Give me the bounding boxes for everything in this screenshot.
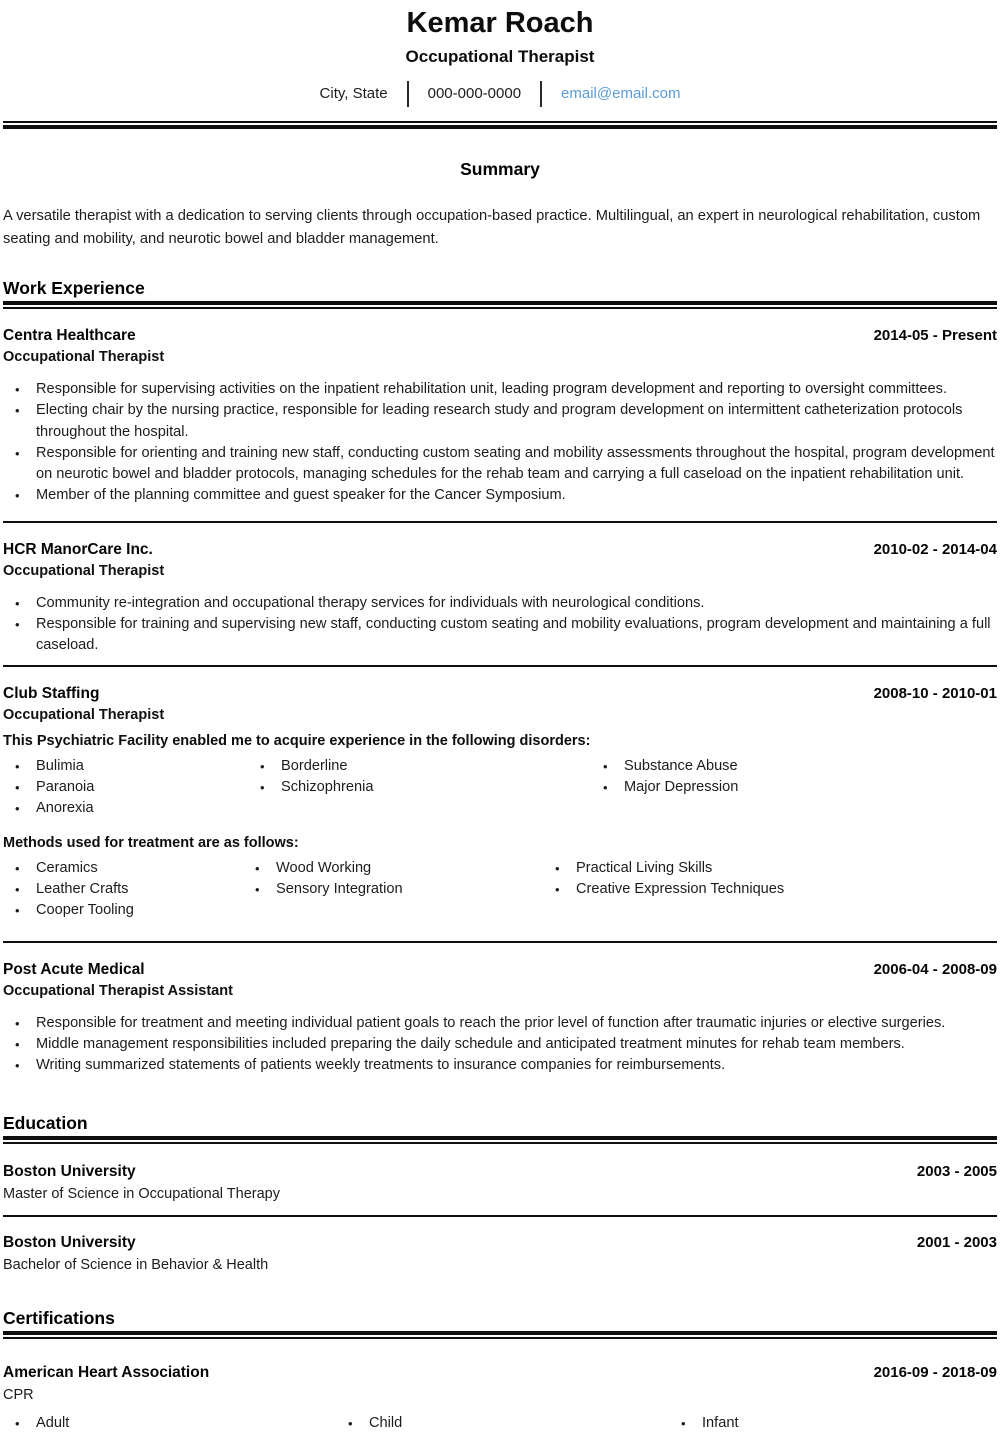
bullet-item: • Member of the planning committee and guest speaker for the Cancer Symposium. — [3, 485, 997, 506]
job-dates: 2010-02 - 2014-04 — [873, 540, 997, 558]
bullet-item: • Writing summarized statements of patients weekly treatments to insurance companies for reimbursements. — [3, 1055, 997, 1076]
certification-column-3 — [669, 1413, 997, 1434]
education-entry-header — [3, 1162, 997, 1181]
bullet-item: • Responsible for treatment and meeting individual patient goals to reach the prior level of function after traumatic injuries or elective surgeries. — [3, 1013, 997, 1034]
disorders-column-2 — [248, 756, 591, 819]
person-name: Kemar Roach — [406, 7, 594, 39]
disorders-column-1 — [3, 756, 248, 819]
degree-name: Master of Science in Occupational Therapy — [3, 1185, 280, 1202]
job-header — [3, 960, 997, 979]
job-role: Occupational Therapist Assistant — [3, 982, 233, 999]
job-entry-hcr-manorcare — [3, 523, 997, 657]
company-name: Club Staffing — [3, 684, 100, 702]
bullet-item: • Electing chair by the nursing practice, responsible for leading research study and program development on intermittent catheterization protocols throughout the hospital. — [3, 400, 997, 443]
job-header — [3, 326, 997, 345]
school-name: Boston University — [3, 1233, 136, 1251]
bullet-item: • Paranoia — [3, 777, 248, 798]
job-role: Occupational Therapist — [3, 706, 165, 723]
bullet-list — [3, 593, 997, 657]
bullet-item: • Adult — [3, 1413, 336, 1434]
certification-column-1 — [3, 1413, 336, 1434]
bullet-list — [3, 379, 997, 507]
phone-text: 000-000-0000 — [427, 85, 522, 102]
job-dates: 2014-05 - Present — [873, 327, 997, 344]
bullet-item: • Responsible for orienting and training new staff, conducting custom seating and mobility assessments throughout the hospital, program development on neurotic bowel and bladder protocols, managing schedules for the rehab team and carrying a full caseload on the inpatient rehabilitation unit. — [3, 443, 997, 486]
job-role: Occupational Therapist — [3, 349, 165, 365]
education-entry — [3, 1217, 997, 1274]
bullet-item: • Sensory Integration — [243, 879, 543, 900]
methods-label: Methods used for treatment are as follows: — [3, 834, 299, 851]
bullet-item: • Responsible for supervising activities on the inpatient rehabilitation unit, leading program development and reporting to oversight committees. — [3, 379, 997, 400]
bullet-item: • Middle management responsibilities included preparing the daily schedule and anticipated treatment minutes for rehab team members. — [3, 1034, 997, 1055]
methods-column-1 — [3, 858, 243, 921]
job-entry-post-acute-medical — [3, 943, 997, 1077]
certification-entry-header — [3, 1363, 997, 1382]
methods-column-2 — [243, 858, 543, 921]
methods-column-3 — [543, 858, 997, 921]
bullet-item: • Substance Abuse — [591, 756, 997, 777]
bullet-item: • Practical Living Skills — [543, 858, 997, 879]
bullet-item: • Infant — [669, 1413, 997, 1434]
certifications-heading: Certifications — [3, 1307, 115, 1328]
bullet-item: • Wood Working — [243, 858, 543, 879]
education-entry-header — [3, 1233, 997, 1252]
disorders-columns — [3, 756, 997, 819]
school-name: Boston University — [3, 1162, 136, 1180]
email-link[interactable]: email@email.com — [561, 85, 681, 102]
disorders-label: This Psychiatric Facility enabled me to acquire experience in the following disorders: — [3, 732, 591, 749]
certification-columns — [3, 1413, 997, 1434]
contact-divider — [407, 81, 409, 107]
education-heading: Education — [3, 1112, 88, 1133]
education-dates: 2001 - 2003 — [916, 1233, 997, 1251]
bullet-item: • Child — [336, 1413, 669, 1434]
job-dates: 2008-10 - 2010-01 — [873, 684, 997, 702]
education-entry — [3, 1144, 997, 1203]
section-rule — [3, 1331, 997, 1339]
job-entry-club-staffing — [3, 667, 997, 921]
person-title: Occupational Therapist — [405, 47, 595, 66]
bullet-item: • Leather Crafts — [3, 879, 243, 900]
certification-column-2 — [336, 1413, 669, 1434]
contact-row — [3, 80, 997, 107]
summary-section — [3, 159, 997, 251]
job-header — [3, 540, 997, 559]
location-text: City, State — [319, 85, 388, 102]
job-role: Occupational Therapist — [3, 562, 165, 579]
bullet-item: • Community re-integration and occupational therapy services for individuals with neurological conditions. — [3, 593, 997, 614]
contact-divider — [540, 81, 542, 107]
bullet-item: • Responsible for training and supervising new staff, conducting custom seating and mobility evaluations, program development and maintaining a full caseload. — [3, 614, 997, 657]
job-header — [3, 684, 997, 703]
section-rule — [3, 301, 997, 309]
bullet-item: • Major Depression — [591, 777, 997, 798]
company-name: HCR ManorCare Inc. — [3, 540, 153, 558]
certification-entry — [3, 1339, 997, 1434]
summary-heading: Summary — [460, 159, 540, 179]
job-entry-centra-healthcare — [3, 309, 997, 507]
bullet-item: • Ceramics — [3, 858, 243, 879]
disorders-column-3 — [591, 756, 997, 819]
bullet-item: • Schizophrenia — [248, 777, 591, 798]
bullet-item: • Creative Expression Techniques — [543, 879, 997, 900]
bullet-item: • Cooper Tooling — [3, 900, 243, 921]
methods-columns — [3, 858, 997, 921]
education-section — [3, 1113, 997, 1274]
bullet-list — [3, 1013, 997, 1077]
work-experience-section — [3, 278, 997, 1077]
header-rule — [3, 121, 997, 129]
bullet-item: • Borderline — [248, 756, 591, 777]
certification-name: CPR — [3, 1386, 34, 1403]
certifications-section — [3, 1308, 997, 1434]
bullet-item: • Anorexia — [3, 798, 248, 819]
degree-name: Bachelor of Science in Behavior & Health — [3, 1256, 269, 1273]
certification-dates: 2016-09 - 2018-09 — [873, 1363, 997, 1381]
header — [3, 0, 997, 107]
company-name: Post Acute Medical — [3, 960, 145, 978]
work-experience-heading: Work Experience — [3, 278, 145, 298]
bullet-item: • Bulimia — [3, 756, 248, 777]
education-dates: 2003 - 2005 — [916, 1162, 997, 1180]
certifying-org-name: American Heart Association — [3, 1363, 210, 1381]
job-dates: 2006-04 - 2008-09 — [873, 960, 997, 978]
summary-text: A versatile therapist with a dedication to serving clients through occupation-based practice. Multilingual, an expert in neurological rehabilitation, custom seating and mobility, and neurotic bowel and bladder management. — [3, 208, 981, 247]
section-rule — [3, 1136, 997, 1144]
company-name: Centra Healthcare — [3, 327, 136, 344]
